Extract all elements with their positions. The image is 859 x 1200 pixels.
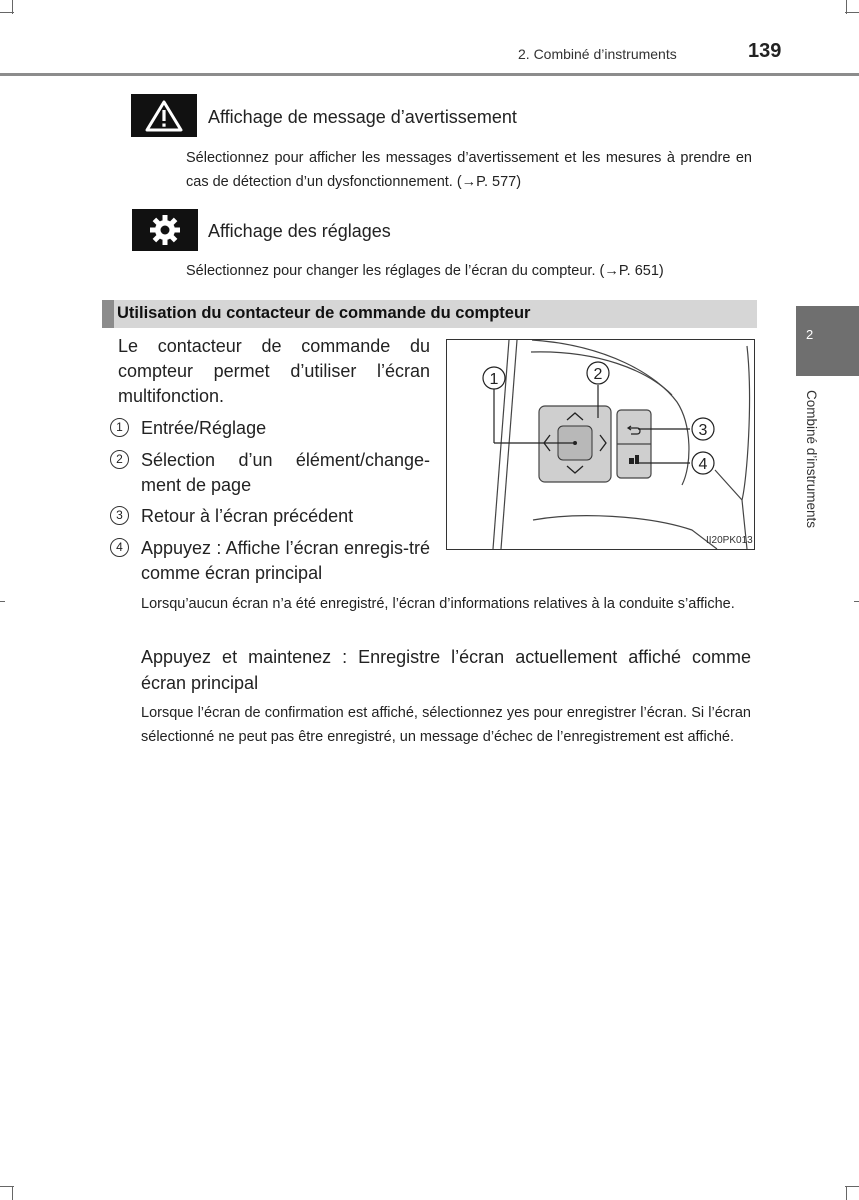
chapter-tab-number: 2	[806, 327, 814, 342]
crop-mark	[845, 1186, 859, 1187]
steering-switch-figure	[446, 339, 755, 550]
list-item-text: Sélection d’un élément/change-ment de page	[141, 450, 430, 495]
crop-mark	[0, 601, 5, 602]
list-item-text: Retour à l’écran précédent	[141, 506, 354, 526]
warning-triangle-icon	[131, 94, 197, 137]
press-and-hold-description: Appuyez et maintenez : Enregistre l’écran actuellement affiché comme écran principal	[141, 647, 751, 693]
crop-mark	[0, 12, 14, 13]
settings-display-description: Sélectionnez pour changer les réglages de l’écran du compteur. (→P. 651)	[186, 263, 664, 279]
crop-mark	[12, 1186, 13, 1200]
gear-icon	[132, 209, 198, 251]
section-intro: Le contacteur de commande du compteur permet d’utiliser l’écran multifonction.	[118, 336, 430, 406]
callout-number: 2	[110, 450, 129, 469]
page-number: 139	[748, 40, 782, 62]
note-no-screen-registered: Lorsqu’aucun écran n’a été enregistré, l’écran d’informations relatives à la conduite s’affiche.	[141, 596, 735, 612]
list-item	[110, 416, 432, 442]
figure-callout-3: 3	[698, 422, 708, 439]
crop-mark	[0, 1186, 14, 1187]
settings-display-title: Affichage des réglages	[208, 221, 391, 241]
crop-mark	[854, 601, 859, 602]
chapter-tab-label: Combiné d’instruments	[804, 390, 819, 529]
crop-mark	[845, 12, 859, 13]
header-rule	[0, 73, 859, 76]
running-header-section: 2. Combiné d’instruments	[518, 46, 677, 62]
list-item-text: Entrée/Réglage	[141, 418, 267, 438]
list-item	[110, 536, 432, 588]
callout-number: 1	[110, 418, 129, 437]
list-item	[110, 504, 432, 530]
callout-number: 3	[110, 506, 129, 525]
warning-message-title: Affichage de message d’avertissement	[208, 107, 517, 127]
section-heading: Utilisation du contacteur de commande du compteur	[117, 304, 531, 322]
callout-number: 4	[110, 538, 129, 557]
figure-callout-1: 1	[489, 371, 499, 388]
list-item	[110, 448, 432, 500]
crop-mark	[846, 1186, 847, 1200]
warning-message-description: Sélectionnez pour afficher les messages d’avertissement et les mesures à prendre en cas de détection d’un dysfonctionnement. (→P. 577)	[186, 150, 752, 190]
figure-callout-4: 4	[698, 456, 708, 473]
figure-code: II20PK013	[706, 535, 753, 546]
figure-callout-2: 2	[593, 366, 603, 383]
note-registration-confirmation: Lorsque l’écran de confirmation est affiché, sélectionnez yes pour enregistrer l’écran. Si l’écran sélectionné ne peut pas être enregistré, un message d’échec de l’enregistrement est affiché.	[141, 705, 751, 745]
list-item-text: Appuyez : Affiche l’écran enregis-tré comme écran principal	[141, 538, 430, 583]
